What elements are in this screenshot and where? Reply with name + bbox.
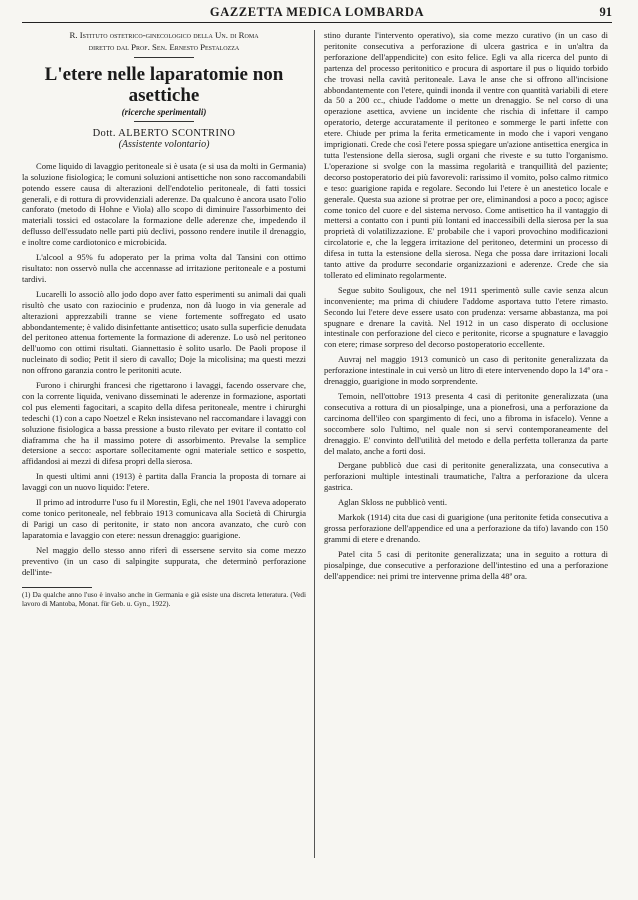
paragraph: Lucarelli lo associò allo jodo dopo aver fatto esperimenti su animali dai quali risultò che usato con raziocinio e prudenza, non dà luogo in via generale ad alterazioni apprezzabili tranne se viene fortemente soffregato ed usato abbondantemente; è valido disinfettante antisettico; usato sulla superficie denudata del peritoneo attenua fortemente la formazione di aderenze. Lo usò nel peritoneo dell'uomo con ottimi risultati. Giannettasio è solito usarlo. De Paoli propose il nucleinato di sodio; Petit il siero di cavallo; Doje la micolisina; ma questi mezzi non offrono garanzia contro le peritoniti acute. bbox=[22, 288, 306, 376]
paragraph: Segue subito Souligoux, che nel 1911 sperimentò sulle cavie senza alcun inconveniente; ma prima di chiudere l'addome asportava tutto l'etere rimasto. Secondo lui l'etere deve essere usato con prudenza: versarne abbastanza, ma poi spugnare e drenare la cavità. Nel 1912 in un caso disperato di occlusione intestinale con perforazione del cieco e peritonite, ricorse a spugnature e lavaggio con etere; rimase sorpreso del decorso postoperatorio eccellente. bbox=[324, 284, 608, 350]
paragraph: Markok (1914) cita due casi di guarigione (una peritonite fetida consecutiva a grossa perforazione dell'appendice ed una a perforazione da tifo) lavando con 150 grammi di etere e drenando. bbox=[324, 512, 608, 544]
left-column bbox=[22, 30, 306, 609]
author-role: (Assistente volontario) bbox=[118, 138, 210, 150]
article-subtitle: (ricerche sperimentali) bbox=[121, 107, 207, 117]
article-title: L'etere nelle laparatomie non asettiche bbox=[44, 64, 284, 106]
footnote-divider bbox=[22, 587, 92, 588]
paragraph: stino durante l'intervento operativo), sia come mezzo curativo (in un caso di peritonite consecutiva a perforazione di ulcera gastrica e in un'altra da perforazione dell'appendicite) con esito felice. Egli va alla ricerca del punto di partenza del processo peritonitico e procura di asportare il pus o liquido torbido che trovasi nella cavità peritoneale. Lava le anse che si offrono all'incisione abbondantemente con l'etere, quindi inonda il ventre con quantità variabili di etere da 50 a 200 cc., chiude l'addome o mette un drenaggio. Se nel corso di una operazione asettica, avviene un incidente che rischia di infettare il campo operatorio, deterge accuratamente il peritoneo e sommerge le parti infette con etere. Chiude per prima la ferita ermeticamente in modo che i vapori vengano imprigionati. Crede che così l'etere possa spiegare un'azione antisettica energica in tutta l'estensione della sierosa, sugli organi che riveste e su tutto l'organismo. L'operazione si svolge con la massima regolarità e tranquillità del paziente; decorso postoperatorio dei più favorevoli: rarissimo il vomito, polso calmo ritmico e teso: guarigione rapida e regolare. Secondo lui l'etere è un anestetico locale e generale. Questa sua azione si protrae per ore, eliminandosi a poco a poco; agisce come tonico del cuore e del sistema nervoso. Come antisettico ha il vantaggio di mettersi a contatto con i punti più lontani ed inaccessibili della sierosa per la sua proprietà di volatilizzazione. E' probabile che i vapori provochino modificazioni circolatorie e, che la leggera irritazione del peritoneo, determini un processo di difesa in tutta la estensione della sierosa. Nega che possa dare irritazioni locali tanto attive da produrre secondarie organizzazioni e aderenze. Crede che sia tollerato ed eliminato regolarmente. bbox=[324, 30, 608, 280]
paragraph: Nel maggio dello stesso anno riferì di essersene servito sia come mezzo preventivo (in un caso di salpingite suppurata, che determinò perforazione dell'inte- bbox=[22, 544, 306, 577]
paragraph: Furono i chirurghi francesi che rigettarono i lavaggi, facendo osservare che, con la corrente liquida, venivano disseminati le aderenze in formazione, asportati col pus elementi fagocitari, a scapito della difesa peritoneale, mentre i chirurghi tedeschi (1) con a capo Noetzel e Rekn insistevano nel raccomandare i lavaggi con soluzione fisiologica a bassa pressione a busto rilevato per evitare il contatto col diaframma che ha il massimo potere di assorbimento. Prevalse la semplice detersione a secco: asportare sollecitamente ogni materiale settico e sospetto, affidandosi ai mezzi di difesa propri della sierosa. bbox=[22, 380, 306, 467]
page-header bbox=[22, 4, 612, 23]
paragraph: In questi ultimi anni (1913) è partita dalla Francia la proposta di tornare ai lavaggi con un nuovo liquido: l'etere. bbox=[22, 471, 306, 493]
institute-line-2: diretto dal Prof. Sen. Ernesto Pestalozza bbox=[88, 42, 240, 52]
header-divider bbox=[134, 57, 194, 58]
paragraph: Dergane pubblicò due casi di peritonite generalizzata, una consecutiva a perforazioni multiple intestinali traumatiche, l'altra a perforazione da ulcera gastrica. bbox=[324, 460, 608, 493]
institute-line-1: R. Istituto ostetrico-ginecologico della Un. di Roma bbox=[69, 30, 259, 40]
paragraph: Auvraj nel maggio 1913 comunicò un caso di peritonite generalizzata da perforazione intestinale in cui versò un litro di etere intervenendo dopo la 14ª ora - drenaggio, guarigione in modo sorprendente. bbox=[324, 354, 608, 387]
paragraph: Come liquido di lavaggio peritoneale si è usata (e si usa da molti in Germania) la soluzione fisiologica; le comuni soluzioni antisettiche non sono raccomandabili potendo essere causa di alterazioni dell'endotelio peritoneale, di fatti tossici generali, e di rottura di provvidenziali aderenze. Da qualcuno è ancora usato l'olio canforato (metodo di Hohne e Viola) allo scopo di diminuire l'assorbimento dei materiali tossici ed ostacolare la formazione delle aderenze che, impedendo il deflusso dell'essudato nelle parti più declivi, possono rendere inutile il drenaggio, e inoltre come cardiotonico e microbicida. bbox=[22, 160, 306, 248]
journal-title: GAZZETTA MEDICA LOMBARDA bbox=[209, 5, 425, 19]
page-number: 91 bbox=[599, 5, 612, 19]
paragraph: Il primo ad introdurre l'uso fu il Morestin, Egli, che nel 1901 l'aveva adoperato come tonico peritoneale, nel febbraio 1913 comunicava alla Società di Chirurgia di Parigi un caso di peritonite, ir stato non ancora avanzato, che curò con laparatomia e lavaggio con etere: nessun drenaggio: guarigione. bbox=[22, 497, 306, 540]
author-name: Dott. ALBERTO SCONTRINO bbox=[92, 127, 236, 139]
column-divider bbox=[314, 30, 315, 858]
paragraph: Patel cita 5 casi di peritonite generalizzata; una in seguito a rottura di piosalpinge, due consecutive a perforazione dell'intestino ed una a perforazione dell'appendice: nei primi tre intervenne prima della 48ª ora. bbox=[324, 548, 608, 581]
right-column bbox=[324, 30, 608, 582]
footnote: (1) Da qualche anno l'uso è invalso anche in Germania e già esiste una discreta letteratura. (Vedi lavoro di Mantoba, Monat. für Geb. u. Gyn., 1922). bbox=[22, 591, 306, 609]
paragraph: Aglan Skloss ne pubblicò venti. bbox=[338, 497, 447, 508]
paragraph: Temoin, nell'ottobre 1913 presenta 4 casi di peritonite generalizzata (una consecutiva a rottura di un piosalpinge, una a pionefrosi, una a perforazione da carcinoma dell'ileo con spargimento di feci, uno a fibroma in isfacelo). Venne a soccombere solo l'ultimo, nel quale non si servì contemporaneamente del drenaggio. E' convinto dell'utilità del metodo e della perfetta tolleranza da parte del malato, anche a forti dosi. bbox=[324, 391, 608, 456]
title-divider bbox=[134, 121, 194, 122]
paragraph: L'alcool a 95% fu adoperato per la prima volta dal Tansini con ottimo risultato: non osservò nulla che accennasse ad irritazione peritoneale e a postumi tardivi. bbox=[22, 252, 306, 284]
